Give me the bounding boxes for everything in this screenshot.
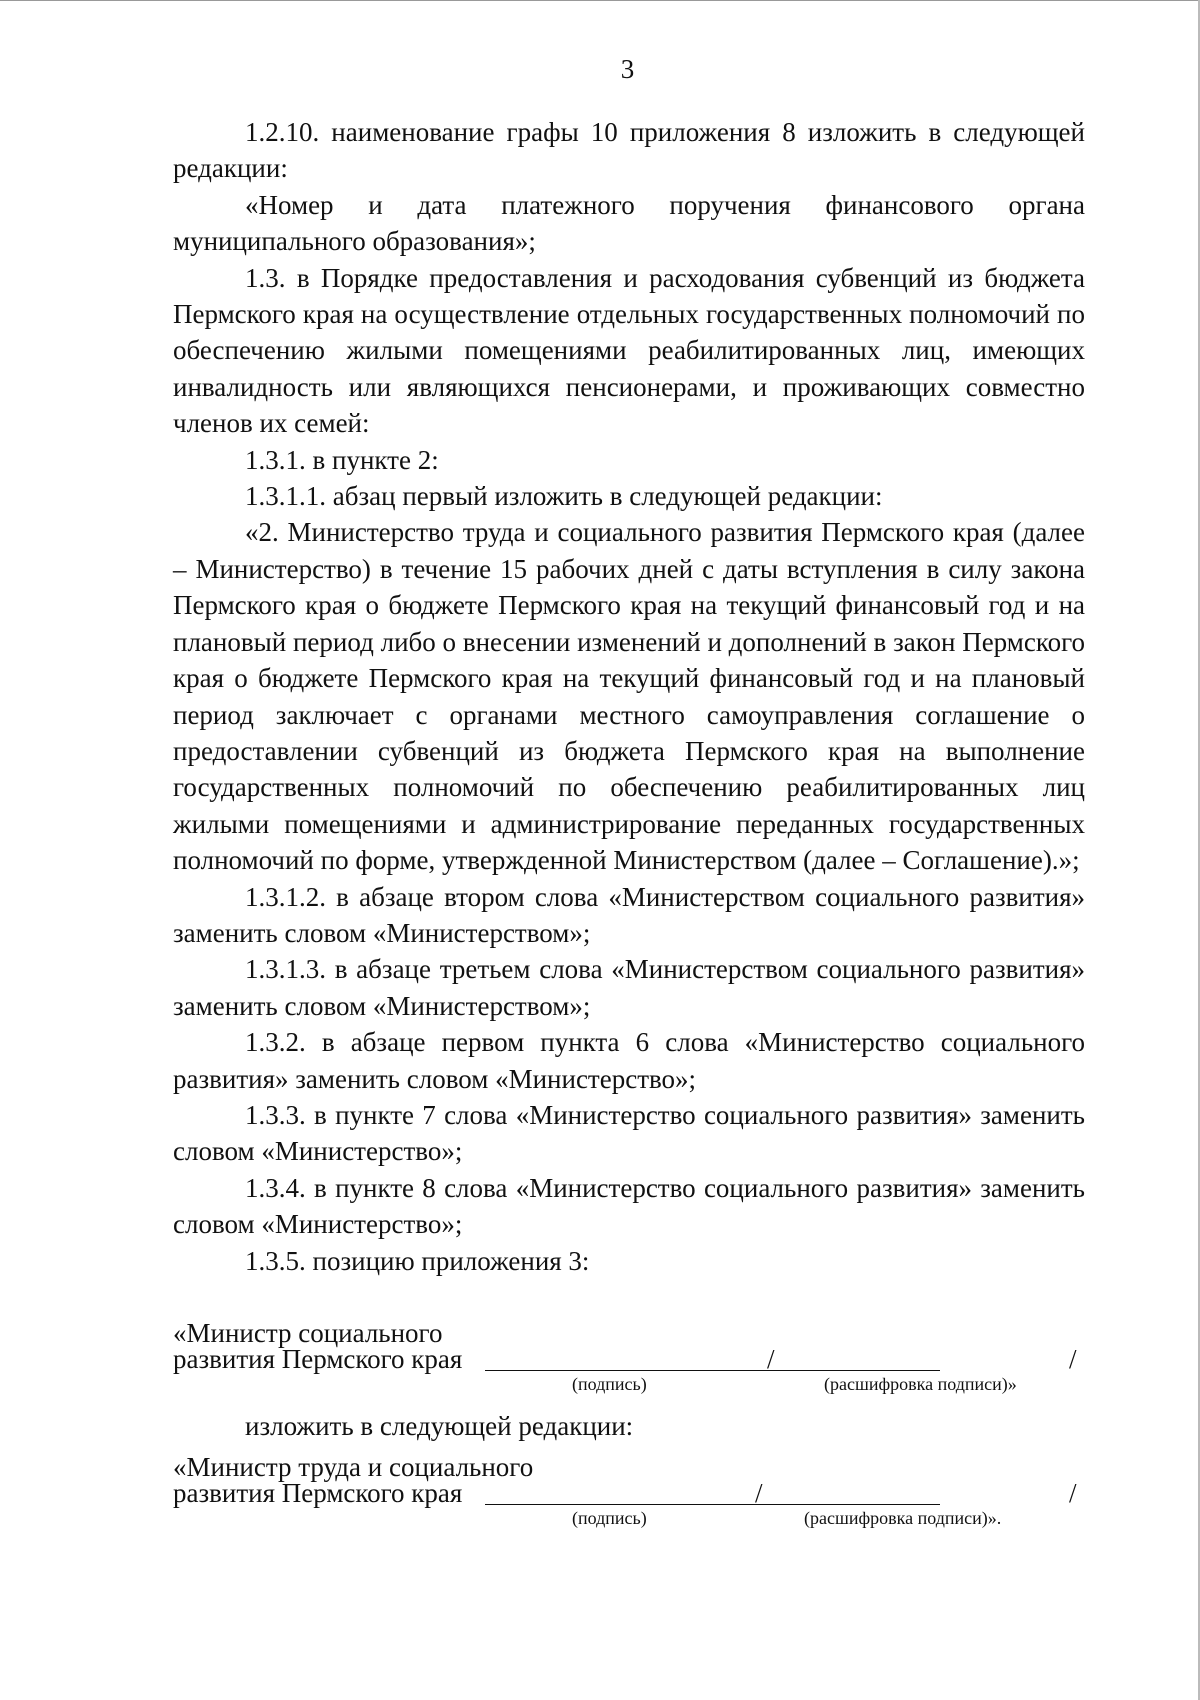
paragraph: 1.3.4. в пункте 8 слова «Министерство социального развития» заменить словом «Министерство»; xyxy=(173,1172,1085,1240)
document-body xyxy=(173,114,1085,1279)
signature-line xyxy=(485,1344,940,1374)
slash-separator: / xyxy=(1069,1478,1077,1508)
caption-decoding: (расшифровка подписи)» xyxy=(824,1374,1017,1394)
paragraph: 1.3.3. в пункте 7 слова «Министерство социального развития» заменить словом «Министерство»; xyxy=(173,1099,1085,1167)
signature-title-line2: развития Пермского края xyxy=(173,1344,463,1374)
caption-signature: (подпись) xyxy=(572,1374,647,1394)
paragraph: 1.3.1.2. в абзаце втором слова «Министерством социального развития» заменить словом «Министерством»; xyxy=(173,881,1085,948)
paragraph: 1.3.2. в абзаце первом пункта 6 слова «Министерство социального развития» заменить словом «Министерство»; xyxy=(173,1027,1085,1094)
paragraph: «Номер и дата платежного поручения финансового органа муниципального образования»; xyxy=(173,189,1085,257)
slash-separator: / xyxy=(755,1478,763,1508)
signature-row xyxy=(173,1480,1085,1508)
signature-block-old xyxy=(173,1318,1085,1394)
paragraph: 1.3.1.1. абзац первый изложить в следующей редакции: xyxy=(245,481,883,512)
slash-separator: / xyxy=(767,1344,775,1374)
signature-block-new xyxy=(173,1452,1085,1528)
paragraph: «2. Министерство труда и социального развития Пермского края (далее – Министерство) в течение 15 рабочих дней с даты вступления в силу закона Пермского края о бюджете Пермского края на текущий финансовый год и на плановый период либо о внесении изменений и дополнений в закон Пермского края о бюджете Пермского края на текущий финансовый год и на плановый период заключает с органами местного самоуправления соглашение о предоставлении субвенций из бюджета Пермского края на выполнение государственных полномочий по обеспечению реабилитированных лиц жилыми помещениями и администрирование переданных государственных полномочий по форме, утвержденной Министерством (далее – Соглашение).»; xyxy=(173,517,1085,876)
scan-top-edge xyxy=(0,0,1200,1)
signature-title-line1: «Министр труда и социального xyxy=(173,1452,534,1482)
slash-separator: / xyxy=(1069,1344,1077,1374)
paragraph: 1.3.1. в пункте 2: xyxy=(245,444,439,475)
intro-new-wording: изложить в следующей редакции: xyxy=(245,1411,634,1441)
signature-title-line2: развития Пермского края xyxy=(173,1478,463,1508)
signature-title-line1: «Министр социального xyxy=(173,1318,443,1348)
page-number: 3 xyxy=(620,54,635,84)
paragraph: 1.2.10. наименование графы 10 приложения 8 изложить в следующей редакции: xyxy=(173,117,1085,184)
caption-signature: (подпись) xyxy=(572,1508,647,1528)
paragraph: 1.3.1.3. в абзаце третьем слова «Министерством социального развития» заменить словом «Министерством»; xyxy=(173,954,1085,1021)
signature-line xyxy=(485,1478,940,1508)
paragraph: 1.3. в Порядке предоставления и расходования субвенций из бюджета Пермского края на осуществление отдельных государственных полномочий по обеспечению жилыми помещениями реабилитированных лиц, имеющих инвалидность или являющихся пенсионерами, и проживающих совместно членов их семей: xyxy=(173,262,1085,439)
paragraph: 1.3.5. позицию приложения 3: xyxy=(245,1245,590,1276)
signature-row xyxy=(173,1346,1085,1374)
caption-decoding: (расшифровка подписи)». xyxy=(804,1508,1002,1528)
